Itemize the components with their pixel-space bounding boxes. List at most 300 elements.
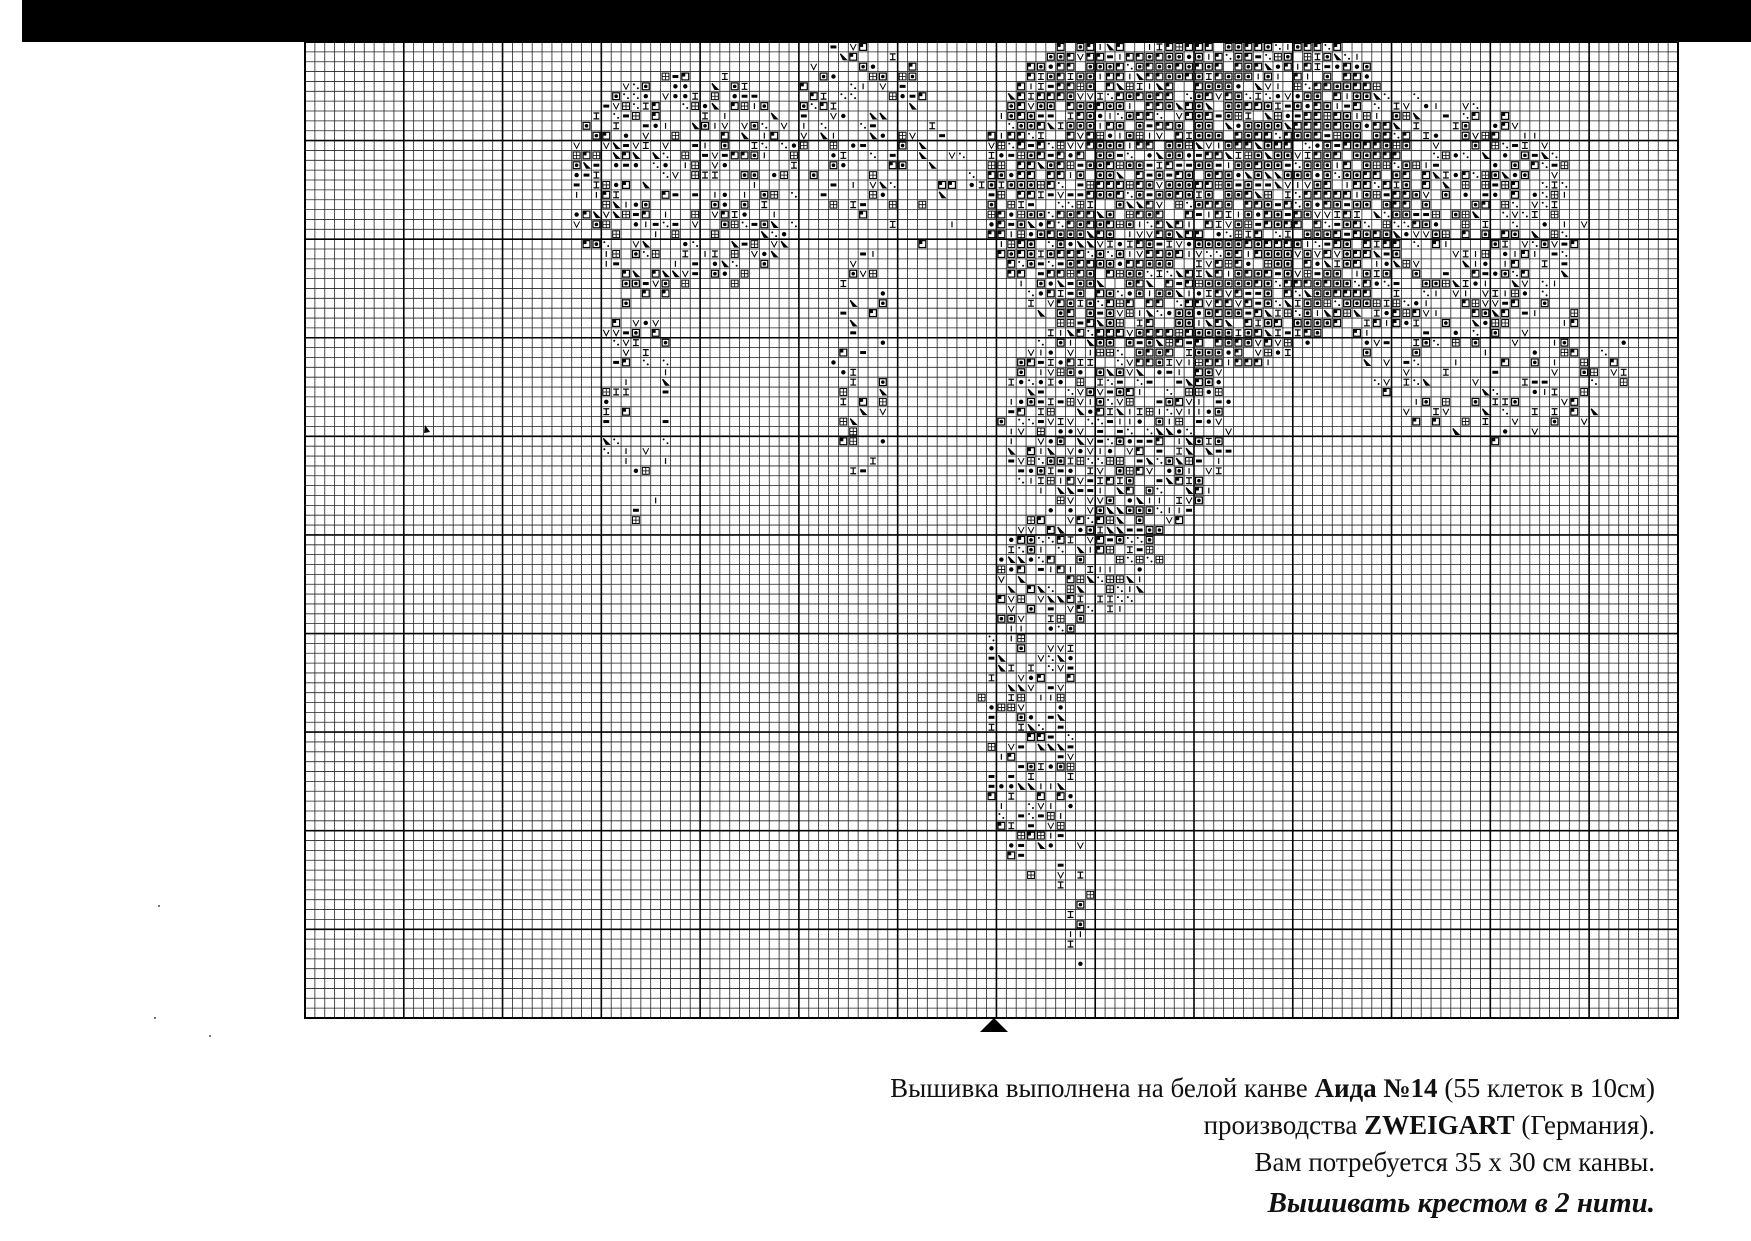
- stitch-small-dot: [1186, 202, 1188, 204]
- stitch-small-dot: [1087, 517, 1089, 519]
- stitch-bar: [672, 193, 678, 196]
- stitch-v: [811, 64, 817, 70]
- stitch-dot-square-center: [1167, 232, 1171, 236]
- stitch-small-dot: [1087, 606, 1089, 608]
- stitch-dot-square-center: [1326, 272, 1330, 276]
- stitch-small-dot: [1048, 241, 1050, 243]
- stitch-small-dot: [1052, 590, 1054, 592]
- stitch-dot: [1375, 281, 1379, 285]
- stitch-bar: [1018, 765, 1024, 768]
- stitch-ibeam: [1038, 83, 1044, 89]
- stitch-half-square-fill: [998, 822, 1001, 825]
- stitch-half-square-fill: [731, 103, 734, 106]
- stitch-half-square-fill: [1186, 300, 1189, 303]
- stitch-small-dot: [1338, 176, 1340, 178]
- stitch-plus-square-cross: [830, 142, 837, 149]
- stitch-dot-square-center: [1148, 213, 1152, 217]
- stitch-small-dot: [1028, 133, 1030, 135]
- stitch-dot: [1068, 794, 1072, 798]
- stitch-plus-square-cross: [1077, 201, 1084, 208]
- stitch-small-dot: [1216, 251, 1218, 253]
- stitch-half-square-fill: [1363, 290, 1366, 293]
- stitch-dot-square-center: [1177, 55, 1181, 59]
- stitch-ibeam: [1552, 409, 1558, 415]
- stitch-half-square-fill: [1245, 44, 1248, 47]
- stitch-arrow: [1285, 123, 1291, 129]
- stitch-half-square-fill: [1205, 201, 1208, 204]
- stitch-dot-square-center: [1079, 45, 1083, 49]
- stitch-dot-square-center: [1326, 75, 1330, 79]
- stitch-dot: [683, 94, 687, 98]
- stitch-dot-square-center: [990, 183, 994, 187]
- stitch-dot: [1523, 291, 1527, 295]
- stitch-bar: [1255, 292, 1261, 295]
- stitch-dot-square-center: [1128, 94, 1132, 98]
- stitch-dot: [1058, 380, 1062, 384]
- stitch-bar: [900, 85, 906, 88]
- stitch-small-dot: [1071, 393, 1073, 395]
- stitch-ibeam: [1206, 74, 1212, 80]
- stitch-plus-square-cross: [870, 73, 877, 80]
- stitch-dot-square-center: [585, 124, 589, 128]
- stitch-half-square-fill: [1393, 310, 1396, 313]
- stitch-bar: [1186, 509, 1192, 512]
- stitch-half-square-fill: [603, 191, 606, 194]
- stitch-plus-square-cross: [1037, 832, 1044, 839]
- stitch-small-dot: [1269, 97, 1271, 99]
- stitch-small-dot: [1417, 383, 1419, 385]
- stitch-dot-square-center: [1227, 114, 1231, 118]
- stitch-dot-square-center: [1108, 144, 1112, 148]
- stitch-small-dot: [663, 438, 665, 440]
- stitch-plus-square-cross: [642, 467, 649, 474]
- stitch-small-dot: [1315, 241, 1317, 243]
- stitch-dot-square-center: [1079, 124, 1083, 128]
- stitch-dot-square-center: [1009, 617, 1013, 621]
- stitch-arrow: [1077, 409, 1083, 415]
- stitch-small-dot: [1117, 290, 1119, 292]
- stitch-dot-square-center: [1326, 292, 1330, 296]
- stitch-small-dot: [1591, 379, 1593, 381]
- stitch-half-square-fill: [1126, 300, 1129, 303]
- stitch-half-square-fill: [1531, 162, 1534, 165]
- stitch-dot: [1049, 626, 1053, 630]
- stitch-small-dot: [1032, 422, 1034, 424]
- stitch-small-dot: [1018, 547, 1020, 549]
- stitch-plus-square-cross: [1442, 231, 1449, 238]
- stitch-dot: [1068, 242, 1072, 246]
- stitch-arrow: [1265, 113, 1271, 119]
- stitch-plus-square-cross: [889, 201, 896, 208]
- stitch-arrow: [1473, 320, 1479, 326]
- stitch-small-dot: [1542, 182, 1544, 184]
- stitch-half-square-fill: [1097, 182, 1100, 185]
- stitch-dot-square-center: [1365, 301, 1369, 305]
- stitch-half-square-fill: [1245, 270, 1248, 273]
- stitch-small-dot: [1101, 304, 1103, 306]
- stitch-bar: [653, 223, 659, 226]
- stitch-dot-square-center: [1158, 420, 1162, 424]
- stitch-plus-square-cross: [800, 142, 807, 149]
- stitch-bar: [1532, 381, 1538, 384]
- stitch-small-dot: [623, 93, 625, 95]
- stitch-dot-square-center: [1533, 361, 1537, 365]
- stitch-arrow: [663, 379, 669, 385]
- stitch-bar: [1018, 469, 1024, 472]
- stitch-half-square-fill: [1028, 586, 1031, 589]
- stitch-v: [1127, 359, 1133, 365]
- stitch-v: [1482, 300, 1488, 306]
- stitch-small-dot: [1542, 290, 1544, 292]
- stitch-ibeam: [1216, 221, 1222, 227]
- stitch-v: [742, 123, 748, 129]
- stitch-dot-square-center: [1118, 370, 1122, 374]
- stitch-v: [1176, 359, 1182, 365]
- stitch-plus-square-cross: [603, 182, 610, 189]
- stitch-v: [1127, 330, 1133, 336]
- stitch-bar: [1028, 824, 1034, 827]
- stitch-ibeam: [1364, 320, 1370, 326]
- stitch-dot-square-center: [1158, 193, 1162, 197]
- stitch-dot-square-center: [1019, 223, 1023, 227]
- stitch-ibeam: [1354, 212, 1360, 218]
- stitch-dot-square-center: [595, 134, 599, 138]
- stitch-dot: [1216, 232, 1220, 236]
- stitch-v: [1068, 350, 1074, 356]
- stitch-dot-square-center: [1108, 262, 1112, 266]
- stitch-arrow: [1038, 310, 1044, 316]
- stitch-dot-square-center: [1098, 154, 1102, 158]
- stitch-half-square-fill: [840, 438, 843, 441]
- stitch-arrow: [1206, 103, 1212, 109]
- stitch-half-square-fill: [1324, 191, 1327, 194]
- stitch-half-square-fill: [1008, 270, 1011, 273]
- stitch-arrow: [929, 162, 935, 168]
- stitch-dot: [1029, 232, 1033, 236]
- stitch-plus-square-cross: [1107, 546, 1114, 553]
- stitch-dot-square-center: [1098, 65, 1102, 69]
- stitch-dot-square-center: [1266, 292, 1270, 296]
- stitch-plus-square-cross: [1462, 418, 1469, 425]
- stitch-arrow: [919, 143, 925, 149]
- stitch-small-dot: [1265, 54, 1267, 56]
- stitch-dot-square-center: [1108, 154, 1112, 158]
- stitch-small-dot: [1397, 225, 1399, 227]
- stitch-dot: [999, 557, 1003, 561]
- stitch-half-square-fill: [1255, 310, 1258, 313]
- stitch-dot-square-center: [1049, 55, 1053, 59]
- stitch-dot-square-center: [1039, 104, 1043, 108]
- stitch-dot: [1365, 340, 1369, 344]
- stitch-arrow: [1137, 497, 1143, 503]
- stitch-half-square-fill: [1057, 162, 1060, 165]
- stitch-half-square-fill: [721, 132, 724, 135]
- stitch-plus-square-cross: [1403, 260, 1410, 267]
- stitch-dot-square-center: [753, 173, 757, 177]
- stitch-v: [1305, 182, 1311, 188]
- stitch-dot-square-center: [1059, 341, 1063, 345]
- stitch-v: [781, 123, 787, 129]
- stitch-v: [1127, 369, 1133, 375]
- stitch-dot-square-center: [1029, 242, 1033, 246]
- stitch-ibeam: [1443, 369, 1449, 375]
- stitch-dot-square-center: [1256, 173, 1260, 177]
- stitch-bar: [1147, 381, 1153, 384]
- stitch-arrow: [1226, 320, 1232, 326]
- stitch-bar: [663, 390, 669, 393]
- stitch-dot: [1207, 419, 1211, 423]
- stitch-dot-square-center: [1345, 114, 1349, 118]
- stitch-small-dot: [1117, 350, 1119, 352]
- stitch-small-dot: [1028, 379, 1030, 381]
- stitch-dot-square-center: [1000, 617, 1004, 621]
- stitch-dot-square-center: [1276, 223, 1280, 227]
- stitch-half-square-fill: [1146, 329, 1149, 332]
- stitch-half-square-fill: [840, 349, 843, 352]
- stitch-v: [1058, 685, 1064, 691]
- stitch-half-square-fill: [1284, 201, 1287, 204]
- stitch-plus-square-cross: [870, 191, 877, 198]
- stitch-ibeam: [1285, 192, 1291, 198]
- stitch-arrow: [1097, 281, 1103, 287]
- stitch-dot-square-center: [1355, 203, 1359, 207]
- stitch-dot-square-center: [1207, 173, 1211, 177]
- stitch-small-dot: [1269, 58, 1271, 60]
- stitch-dot-square-center: [1158, 65, 1162, 69]
- stitch-dot-square-center: [1088, 114, 1092, 118]
- scan-speck: [209, 1035, 211, 1037]
- stitch-half-square-fill: [1186, 211, 1189, 214]
- stitch-dot-square-center: [1217, 439, 1221, 443]
- stitch-dot-square-center: [1197, 351, 1201, 355]
- stitch-plus-square-cross: [741, 270, 748, 277]
- stitch-half-square-fill: [1363, 182, 1366, 185]
- stitch-half-square-fill: [1235, 339, 1238, 342]
- stitch-half-square-fill: [1097, 53, 1100, 56]
- stitch-plus-square-cross: [1008, 201, 1015, 208]
- stitch-dot-square-center: [1138, 351, 1142, 355]
- stitch-plus-square-cross: [751, 241, 758, 248]
- stitch-half-square-fill: [1393, 241, 1396, 244]
- stitch-plus-square-cross: [692, 211, 699, 218]
- stitch-dot-square-center: [1138, 331, 1142, 335]
- stitch-half-square-fill: [988, 132, 991, 135]
- stitch-bar: [989, 775, 995, 778]
- stitch-dot-square-center: [1128, 163, 1132, 167]
- stitch-arrow: [1186, 379, 1192, 385]
- stitch-dot-square-center: [1405, 144, 1409, 148]
- stitch-dot-square-center: [1355, 301, 1359, 305]
- stitch-dot-square-center: [1088, 75, 1092, 79]
- stitch-dot-square-center: [1553, 420, 1557, 424]
- stitch-dot-square-center: [1148, 242, 1152, 246]
- stitch-small-dot: [1403, 221, 1405, 223]
- stitch-small-dot: [1176, 300, 1178, 302]
- stitch-plus-square-cross: [1344, 310, 1351, 317]
- stitch-small-dot: [1170, 413, 1172, 415]
- stitch-ibeam: [1236, 330, 1242, 336]
- stitch-bar: [1077, 321, 1083, 324]
- stitch-v: [1463, 103, 1469, 109]
- stitch-small-dot: [771, 231, 773, 233]
- stitch-dot: [881, 340, 885, 344]
- stitch-ibeam: [1413, 340, 1419, 346]
- stitch-plus-square-cross: [1018, 832, 1025, 839]
- stitch-small-dot: [1299, 294, 1301, 296]
- stitch-v: [643, 448, 649, 454]
- stitch-dot-square-center: [1019, 361, 1023, 365]
- stitch-small-dot: [1299, 206, 1301, 208]
- stitch-arrow: [1324, 310, 1330, 316]
- stitch-dot-square-center: [881, 380, 885, 384]
- stitch-dot-square-center: [1217, 331, 1221, 335]
- stitch-half-square-fill: [1037, 142, 1040, 145]
- stitch-dot-square-center: [1365, 94, 1369, 98]
- stitch-arrow: [1394, 261, 1400, 267]
- stitch-half-square-fill: [1304, 122, 1307, 125]
- stitch-half-square-fill: [1028, 63, 1031, 66]
- stitch-half-square-fill: [1057, 251, 1060, 254]
- stitch-ibeam: [1433, 409, 1439, 415]
- stitch-small-dot: [1413, 379, 1415, 381]
- stitch-bar: [1482, 193, 1488, 196]
- stitch-half-square-fill: [1235, 290, 1238, 293]
- stitch-ibeam: [1048, 379, 1054, 385]
- stitch-dot-square-center: [1207, 351, 1211, 355]
- stitch-v: [1137, 251, 1143, 257]
- stitch-v: [1048, 419, 1054, 425]
- stitch-half-square-fill: [1018, 93, 1021, 96]
- stitch-ibeam: [1028, 93, 1034, 99]
- stitch-half-square-fill: [623, 152, 626, 155]
- stitch-ibeam: [1156, 162, 1162, 168]
- stitch-ibeam: [1058, 123, 1064, 129]
- stitch-bar: [1018, 854, 1024, 857]
- stitch-half-square-fill: [1047, 182, 1050, 185]
- stitch-dot-square-center: [1029, 154, 1033, 158]
- stitch-v: [663, 143, 669, 149]
- stitch-bar: [1216, 450, 1222, 453]
- stitch-half-square-fill: [1215, 152, 1218, 155]
- stitch-v: [1295, 271, 1301, 277]
- stitch-half-square-fill: [1156, 73, 1159, 76]
- stitch-v: [910, 133, 916, 139]
- stitch-small-dot: [1492, 389, 1494, 391]
- stitch-dot-square-center: [1009, 183, 1013, 187]
- stitch-dot-square-center: [1128, 114, 1132, 118]
- stitch-dot: [653, 124, 657, 128]
- stitch-small-dot: [815, 107, 817, 109]
- stitch-dot-square-center: [1424, 223, 1428, 227]
- stitch-plus-square-cross: [1551, 231, 1558, 238]
- stitch-ibeam: [1097, 478, 1103, 484]
- stitch-small-dot: [682, 103, 684, 105]
- stitch-ibeam: [1008, 547, 1014, 553]
- stitch-ibeam: [1038, 478, 1044, 484]
- stitch-arrow: [1226, 152, 1232, 158]
- stitch-dot: [1276, 94, 1280, 98]
- stitch-small-dot: [1032, 817, 1034, 819]
- stitch-small-dot: [1230, 235, 1232, 237]
- stitch-bar: [1038, 814, 1044, 817]
- stitch-dot: [1049, 508, 1053, 512]
- stitch-dot: [663, 163, 667, 167]
- stitch-dot-square-center: [1247, 213, 1251, 217]
- stitch-half-square-fill: [1304, 63, 1307, 66]
- stitch-bar: [1137, 548, 1143, 551]
- stitch-small-dot: [1131, 68, 1133, 70]
- stitch-v: [1068, 606, 1074, 612]
- stitch-dot-square-center: [664, 341, 668, 345]
- stitch-plus-square-cross: [1275, 113, 1282, 120]
- stitch-dot-square-center: [1365, 193, 1369, 197]
- stitch-half-square-fill: [1195, 83, 1198, 86]
- stitch-arrow: [771, 113, 777, 119]
- stitch-half-square-fill: [1334, 44, 1337, 47]
- stitch-arrow: [1364, 359, 1370, 365]
- stitch-half-square-fill: [1107, 300, 1110, 303]
- stitch-dot: [1216, 380, 1220, 384]
- stitch-ibeam: [1048, 359, 1054, 365]
- stitch-dot-square-center: [1108, 213, 1112, 217]
- stitch-small-dot: [1295, 192, 1297, 194]
- stitch-small-dot: [1038, 458, 1040, 460]
- stitch-ibeam: [1285, 350, 1291, 356]
- stitch-v: [1216, 369, 1222, 375]
- stitch-small-dot: [1141, 383, 1143, 385]
- stitch-half-square-fill: [820, 103, 823, 106]
- center-marker-icon: [980, 1018, 1008, 1032]
- stitch-dot-square-center: [1266, 252, 1270, 256]
- stitch-v: [1028, 350, 1034, 356]
- stitch-plus-square-cross: [1265, 260, 1272, 267]
- stitch-small-dot: [1028, 803, 1030, 805]
- stitch-dot-square-center: [1237, 45, 1241, 49]
- stitch-dot: [644, 94, 648, 98]
- stitch-dot-square-center: [1197, 499, 1201, 503]
- stitch-bar: [1196, 420, 1202, 423]
- stitch-half-square-fill: [1018, 103, 1021, 106]
- stitch-small-dot: [1394, 133, 1396, 135]
- stitch-half-square-fill: [1235, 63, 1238, 66]
- stitch-bar: [643, 282, 649, 285]
- stitch-dot: [1049, 64, 1053, 68]
- stitch-small-dot: [1107, 399, 1109, 401]
- stitch-dot-square-center: [1079, 75, 1083, 79]
- stitch-plus-square-cross: [1107, 586, 1114, 593]
- stitch-ibeam: [1097, 527, 1103, 533]
- stitch-dot: [1128, 291, 1132, 295]
- stitch-small-dot: [1309, 87, 1311, 89]
- stitch-dot-square-center: [1187, 321, 1191, 325]
- stitch-half-square-fill: [1462, 172, 1465, 175]
- stitch-arrow: [821, 133, 827, 139]
- stitch-half-square-fill: [1186, 231, 1189, 234]
- stitch-ibeam: [682, 251, 688, 257]
- stitch-dot-square-center: [1345, 262, 1349, 266]
- stitch-arrow: [870, 133, 876, 139]
- stitch-small-dot: [1022, 551, 1024, 553]
- stitch-ibeam: [1453, 123, 1459, 129]
- stitch-ibeam: [1532, 212, 1538, 218]
- stitch-bar: [1058, 262, 1064, 265]
- stitch-dot-square-center: [753, 124, 757, 128]
- stitch-half-square-fill: [1215, 270, 1218, 273]
- stitch-half-square-fill: [1215, 53, 1218, 56]
- stitch-dot-square-center: [1118, 104, 1122, 108]
- stitch-dot-square-center: [1029, 538, 1033, 542]
- stitch-dot-square-center: [1316, 282, 1320, 286]
